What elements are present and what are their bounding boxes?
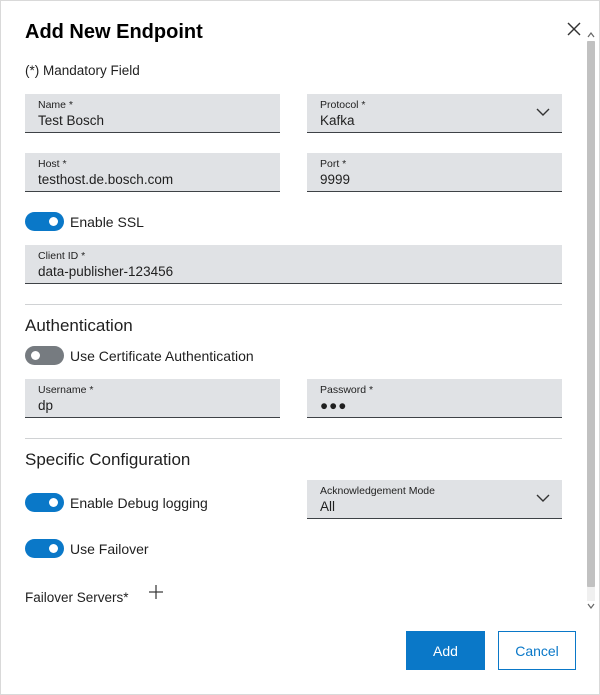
enable-debug-label: Enable Debug logging xyxy=(70,495,208,511)
failover-servers-label: Failover Servers* xyxy=(25,590,129,605)
scroll-up-icon[interactable] xyxy=(587,31,595,39)
name-label: Name * xyxy=(38,99,74,111)
use-cert-auth-label: Use Certificate Authentication xyxy=(70,348,254,364)
host-label: Host * xyxy=(38,158,67,170)
use-failover-label: Use Failover xyxy=(70,541,149,557)
username-label: Username * xyxy=(38,384,94,396)
host-field[interactable] xyxy=(25,153,280,192)
enable-debug-toggle[interactable] xyxy=(25,493,64,512)
toggle-knob xyxy=(49,544,58,553)
dialog-title: Add New Endpoint xyxy=(25,21,203,43)
specific-config-heading: Specific Configuration xyxy=(25,450,191,469)
username-field[interactable] xyxy=(25,379,280,418)
divider xyxy=(25,438,562,439)
host-value: testhost.de.bosch.com xyxy=(38,172,174,187)
scrollbar-thumb[interactable] xyxy=(587,41,595,587)
use-failover-toggle[interactable] xyxy=(25,539,64,558)
client-id-label: Client ID * xyxy=(38,250,86,262)
ack-mode-select[interactable] xyxy=(307,480,562,519)
port-value: 9999 xyxy=(320,172,351,187)
use-cert-auth-toggle[interactable] xyxy=(25,346,64,365)
ack-mode-value: All xyxy=(320,499,336,514)
password-field[interactable] xyxy=(307,379,562,418)
toggle-knob xyxy=(49,498,58,507)
authentication-heading: Authentication xyxy=(25,316,133,335)
scrollbar[interactable] xyxy=(585,31,597,611)
port-field[interactable] xyxy=(307,153,562,192)
enable-ssl-label: Enable SSL xyxy=(70,214,144,230)
chevron-down-icon xyxy=(536,493,550,503)
cancel-button[interactable]: Cancel xyxy=(498,631,576,670)
client-id-value: data-publisher-123456 xyxy=(38,264,174,279)
scroll-down-icon[interactable] xyxy=(587,602,595,610)
chevron-down-icon xyxy=(536,107,550,117)
toggle-knob xyxy=(31,351,40,360)
ack-mode-label: Acknowledgement Mode xyxy=(320,485,435,497)
enable-ssl-toggle[interactable] xyxy=(25,212,64,231)
plus-icon[interactable] xyxy=(149,585,163,599)
username-value: dp xyxy=(38,398,54,413)
toggle-knob xyxy=(49,217,58,226)
name-value: Test Bosch xyxy=(38,113,105,128)
password-value: ●●● xyxy=(320,398,348,413)
client-id-field[interactable] xyxy=(25,245,562,284)
protocol-label: Protocol * xyxy=(320,99,366,111)
port-label: Port * xyxy=(320,158,347,170)
mandatory-note: (*) Mandatory Field xyxy=(25,63,140,78)
close-icon[interactable] xyxy=(563,18,585,40)
add-button[interactable]: Add xyxy=(406,631,485,670)
protocol-value: Kafka xyxy=(320,113,355,128)
protocol-select[interactable] xyxy=(307,94,562,133)
name-field[interactable] xyxy=(25,94,280,133)
password-label: Password * xyxy=(320,384,374,396)
divider xyxy=(25,304,562,305)
